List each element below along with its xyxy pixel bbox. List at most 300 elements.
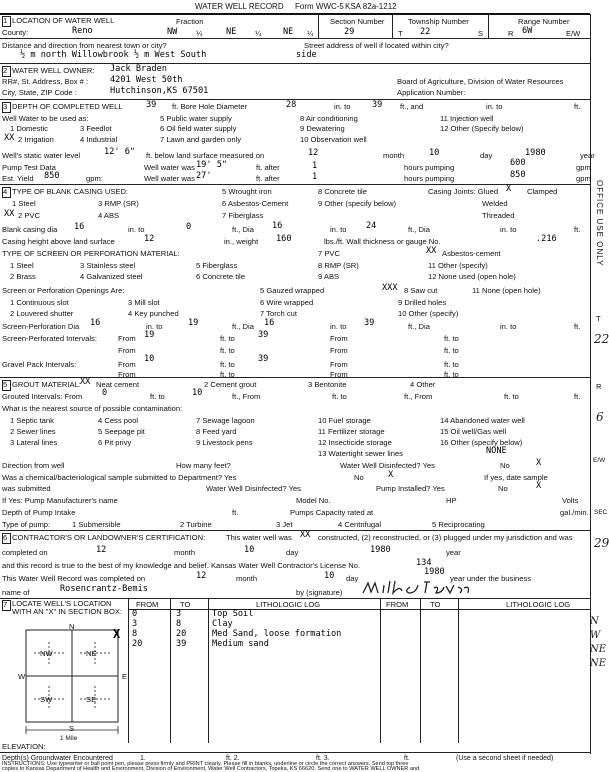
- pump-installed-label: Pump Installed? Yes: [376, 484, 445, 493]
- pump-5: 5 Reciprocating: [432, 520, 485, 529]
- form-number: Form WWC-5: [295, 2, 344, 11]
- rule: [0, 752, 590, 753]
- pvc-mark[interactable]: XX: [4, 209, 15, 219]
- bore-to-value[interactable]: 39: [372, 100, 383, 110]
- submitted-label: was submitted: [2, 484, 51, 493]
- pump-no: No: [498, 484, 508, 493]
- type-pump-label: Type of pump:: [2, 520, 51, 529]
- log-desc[interactable]: Top Soil: [212, 609, 254, 619]
- blank-in-to-2: in. to: [330, 225, 347, 234]
- county-value[interactable]: Reno: [72, 26, 93, 36]
- divider: [318, 14, 319, 38]
- depth-value[interactable]: 39: [146, 100, 157, 110]
- ft-to-8: ft. to: [444, 370, 459, 379]
- casing-3: 3 RMP (SR): [98, 199, 139, 208]
- depths-label: Depth(s) Groundwater Encountered: [2, 755, 113, 762]
- depth-4: ft.: [404, 755, 410, 762]
- township-s: S: [478, 29, 484, 38]
- office-t: T: [596, 314, 601, 323]
- static-label: Well's static water level: [2, 151, 81, 160]
- screen-3: 3 Stainless steel: [80, 261, 136, 270]
- open-11: 11 None (open hole): [472, 286, 541, 295]
- screen-9: 9 ABS: [318, 272, 340, 281]
- log-from[interactable]: 20: [132, 639, 143, 649]
- log-desc[interactable]: Clay: [212, 619, 233, 629]
- asbestos-mark[interactable]: XX: [426, 246, 437, 256]
- cert-text-1: This water well was: [226, 533, 292, 542]
- section-label: Section Number: [330, 17, 385, 26]
- business-name[interactable]: Rosencrantz-Bemis: [60, 584, 148, 594]
- gpm-2: gpm: [576, 174, 591, 183]
- perf-to[interactable]: 39: [258, 330, 269, 340]
- model-label: Model No.: [296, 496, 331, 505]
- casing-8: 8 Concrete tile: [318, 187, 367, 196]
- ft-to-5: ft. to: [220, 360, 235, 369]
- office-sec-value: 29: [594, 536, 609, 550]
- from-2: From: [330, 334, 348, 343]
- gauge-value[interactable]: .216: [536, 234, 557, 244]
- blank-dia: ft., Dia: [232, 225, 254, 234]
- casing-1: 1 Steel: [12, 199, 36, 208]
- cont-5: 5 Seepage pit: [98, 427, 145, 436]
- blank-in-to-3: in. to: [500, 225, 517, 234]
- qtr-3: ¼: [307, 29, 314, 38]
- table-line: [420, 599, 421, 743]
- blank-dia-2[interactable]: 16: [272, 221, 283, 231]
- feet-label: How many feet?: [176, 461, 231, 470]
- grout-ft-to-2: ft. to: [332, 392, 347, 401]
- open-10: 10 Other (specify): [398, 309, 459, 318]
- table-line: [208, 599, 209, 743]
- table-line: [128, 609, 590, 610]
- saw-cut-mark[interactable]: XXX: [382, 283, 398, 293]
- se-label: SE: [86, 695, 97, 704]
- gravel-from[interactable]: 10: [144, 354, 155, 364]
- constructed-mark[interactable]: XX: [300, 530, 311, 540]
- street-value[interactable]: side: [296, 50, 317, 60]
- pump-2: 2 Turbine: [180, 520, 212, 529]
- irrigation-mark[interactable]: XX: [4, 133, 15, 143]
- pump-4: 4 Centrifugal: [338, 520, 382, 529]
- s3-num: 3: [3, 102, 8, 111]
- cont-7: 7 Sewage lagoon: [196, 416, 255, 425]
- fraction-label: Fraction: [176, 17, 204, 26]
- fraction-1[interactable]: NW: [167, 27, 178, 37]
- cont-11: 11 Fertilizer storage: [318, 427, 385, 436]
- static-day[interactable]: 10: [429, 148, 440, 158]
- grout-ft-from: ft., From: [232, 392, 261, 401]
- log-to[interactable]: 39: [176, 639, 187, 649]
- divider: [488, 14, 489, 38]
- open-1: 1 Continuous slot: [10, 298, 69, 307]
- casing-7: 7 Fiberglass: [222, 211, 264, 220]
- disinfected-2-label: Water Well Disinfected? Yes: [206, 484, 301, 493]
- record-month-label: month: [236, 574, 258, 583]
- chem-no-mark[interactable]: X: [388, 470, 394, 480]
- joints-label: Casing Joints: Glued: [428, 187, 499, 196]
- license-value[interactable]: 134: [416, 558, 432, 568]
- cert-label: CONTRACTOR'S OR LANDOWNER'S CERTIFICATION:: [12, 533, 206, 542]
- cert-text-2: constructed, (2) reconstructed, or (3) plugged under my jurisdiction and was: [318, 533, 573, 542]
- open-7: 7 Torch cut: [260, 309, 298, 318]
- screen-6: 6 Concrete tile: [196, 272, 245, 281]
- from-3: From: [118, 346, 136, 355]
- ifyes-label: If yes, date sample: [484, 473, 548, 482]
- chem-no: No: [354, 473, 364, 482]
- volts-label: Volts: [562, 496, 579, 505]
- none-value[interactable]: NONE: [486, 446, 507, 456]
- hours-1: hours pumping: [404, 163, 455, 172]
- nw-label: NW: [40, 649, 53, 658]
- casing-5: 5 Wrought iron: [222, 187, 272, 196]
- form-title: WATER WELL RECORD: [195, 2, 284, 11]
- screen-4: 4 Galvanized steel: [80, 272, 143, 281]
- completed-year-label: year: [446, 548, 461, 557]
- cont-6: 6 Pit privy: [98, 438, 132, 447]
- s5-num: 5: [3, 380, 8, 389]
- in-to-1: in. to: [334, 102, 351, 111]
- from-header: FROM: [136, 600, 159, 609]
- signature: [360, 577, 470, 599]
- depth-pump-ft: ft.: [232, 508, 239, 517]
- disinfected-no: No: [500, 461, 510, 470]
- rule: [0, 530, 590, 531]
- screen-1: 1 Steel: [10, 261, 34, 270]
- blank-in-to: in. to: [128, 225, 145, 234]
- screen-12: 12 None used (open hole): [428, 272, 516, 281]
- open-5: 5 Gauzed wrapped: [260, 286, 325, 295]
- ksa-ref: KSA 82a-1212: [345, 2, 397, 11]
- distance-label: Distance and direction from nearest town or city?: [2, 41, 167, 50]
- open-9: 9 Drilled holes: [398, 298, 447, 307]
- office-t-value: 22: [594, 332, 609, 346]
- owner-value[interactable]: Jack Braden: [110, 64, 167, 74]
- ne-label: NE: [86, 649, 97, 658]
- use-6: 6 Oil field water supply: [160, 124, 237, 133]
- open-8: 8 Saw cut: [404, 286, 438, 295]
- completed-day[interactable]: 10: [244, 545, 255, 555]
- screen-to-1[interactable]: 19: [188, 318, 199, 328]
- record-day[interactable]: 10: [324, 571, 335, 581]
- rule: [0, 38, 590, 39]
- gpm2-value[interactable]: 850: [510, 170, 526, 180]
- height-value[interactable]: 12: [144, 234, 155, 244]
- log-from[interactable]: 8: [132, 629, 138, 639]
- completed-month[interactable]: 12: [96, 545, 107, 555]
- township-value[interactable]: 22: [420, 27, 431, 37]
- cont-10: 10 Fuel storage: [318, 416, 371, 425]
- grout-2: 2 Cement grout: [204, 380, 257, 389]
- litho-header: LITHOLOGIC LOG: [256, 600, 321, 609]
- pump-1: 1 Submersible: [72, 520, 121, 529]
- casing-9: 9 Other (specify below): [318, 199, 397, 208]
- qtr-1: ¼: [196, 29, 203, 38]
- gravel-label: Gravel Pack Intervals:: [2, 360, 77, 369]
- well-location-mark[interactable]: X: [113, 627, 121, 641]
- use-11: 11 Injection well: [440, 114, 494, 123]
- cont-1: 1 Septic tank: [10, 416, 54, 425]
- static-month[interactable]: 12: [308, 148, 319, 158]
- from-1: From: [118, 334, 136, 343]
- depth-2: ft. 2.: [226, 755, 240, 762]
- use-1: 1 Domestic: [10, 124, 48, 133]
- manufacturer-label: If Yes: Pump Manufacturer's name: [2, 496, 118, 505]
- was2-label: Well water was: [144, 174, 195, 183]
- disinfected-no-mark[interactable]: X: [536, 458, 542, 468]
- blank-to-2[interactable]: 24: [366, 221, 377, 231]
- disinfected-label: Water Well Disinfected? Yes: [340, 461, 435, 470]
- log-to[interactable]: 8: [176, 619, 182, 629]
- depth-pump-label: Depth of Pump Intake: [2, 508, 76, 517]
- north-label: N: [69, 622, 75, 631]
- cont-2: 2 Sewer lines: [10, 427, 56, 436]
- section-value[interactable]: 29: [344, 27, 355, 37]
- ft-and: ft., and: [400, 102, 424, 111]
- litho-header-2: LITHOLOGIC LOG: [506, 600, 571, 609]
- neat-cement-mark[interactable]: XX: [80, 377, 91, 387]
- weight-label: in., weight: [224, 237, 259, 246]
- yield-value[interactable]: 850: [44, 171, 60, 181]
- rr-value[interactable]: 4201 West 50th: [110, 75, 183, 85]
- county-label: County:: [2, 28, 29, 37]
- in-to-2: in. to: [486, 102, 503, 111]
- from-8: From: [330, 370, 348, 379]
- use-label: Well Water to be used as:: [2, 114, 89, 123]
- was1-label: Well water was: [144, 163, 195, 172]
- s1-num: 1: [3, 16, 8, 25]
- casing-2: 2 PVC: [18, 211, 40, 220]
- was1-value[interactable]: 19' 5": [196, 160, 228, 170]
- gpm1-value[interactable]: 600: [510, 158, 526, 168]
- grout-3: 3 Bentonite: [308, 380, 347, 389]
- s6-num: 6: [3, 533, 8, 542]
- record-year[interactable]: 1980: [424, 567, 445, 577]
- township-label: Township Number: [408, 17, 469, 26]
- open-2: 2 Louvered shutter: [10, 309, 74, 318]
- casing-label: TYPE OF BLANK CASING USED:: [12, 187, 129, 196]
- blank-dia-1[interactable]: 16: [74, 222, 85, 232]
- grout-ft-to-3: ft. to: [504, 392, 519, 401]
- distance-value[interactable]: ½ m north Willowbrook ½ m West South: [20, 50, 207, 60]
- top-rule: [0, 13, 590, 15]
- from-7: From: [118, 370, 136, 379]
- to-header-2: TO: [430, 600, 441, 609]
- log-to[interactable]: 3: [176, 609, 182, 619]
- screen-to-2[interactable]: 39: [364, 318, 375, 328]
- screen-ft-dia-2: ft., Dia: [408, 322, 430, 331]
- lbs-label: lbs./ft. Wall thickness or gauge No.: [324, 237, 441, 246]
- welded-label: Welded: [482, 199, 508, 208]
- bore-value[interactable]: 28: [286, 100, 297, 110]
- table-line: [170, 599, 171, 743]
- rule: [0, 63, 590, 64]
- office-fraction-value: NW NE NE: [590, 616, 607, 669]
- screen-dia-label: Screen-Perforation Dia: [2, 322, 80, 331]
- use-10: 10 Observation well: [300, 135, 367, 144]
- screen-dia-2[interactable]: 16: [264, 318, 275, 328]
- chem-label: Was a chemical/bacteriological sample submitted to Department? Yes: [2, 473, 237, 482]
- use-9: 9 Dewatering: [300, 124, 345, 133]
- screen-11: 11 Other (specify): [428, 261, 488, 270]
- elevation-label: ELEVATION:: [2, 742, 46, 751]
- gpm-1: gpm: [576, 163, 591, 172]
- record-label: This Water Well Record was completed on: [2, 574, 146, 583]
- screen-type-label: TYPE OF SCREEN OR PERFORATION MATERIAL:: [2, 249, 180, 258]
- completed-year[interactable]: 1980: [370, 545, 391, 555]
- s1-label: LOCATION OF WATER WELL: [12, 16, 115, 25]
- capacity-label: Pumps Capacity rated at: [290, 508, 374, 517]
- office-use-label: OFFICE USE ONLY: [595, 180, 604, 267]
- office-r-value: 6: [596, 410, 604, 424]
- log-desc[interactable]: Med Sand, loose formation: [212, 629, 342, 639]
- record-text-2: year under the business: [450, 574, 532, 583]
- contamination-label: What is the nearest source of possible contamination:: [2, 404, 183, 413]
- open-3: 3 Mill slot: [128, 298, 160, 307]
- table-line: [458, 599, 459, 743]
- perf-from[interactable]: 19: [144, 330, 155, 340]
- ft-to-2: ft. to: [444, 334, 459, 343]
- range-r: R: [508, 29, 514, 38]
- screen-10: Asbestos-cement: [442, 249, 501, 258]
- perforated-label: Screen-Perforated Intervals:: [2, 334, 97, 343]
- hours-2: hours pumping: [404, 174, 455, 183]
- fraction-3[interactable]: NE: [283, 27, 294, 37]
- static-year[interactable]: 1980: [525, 148, 546, 158]
- cont-15: 15 Oil well/Gas well: [440, 427, 507, 436]
- grout-ft-to: ft. to: [150, 392, 165, 401]
- after1-value[interactable]: 1: [312, 161, 318, 171]
- threaded-label: Threaded: [482, 211, 515, 220]
- cont-14: 14 Abandoned water well: [440, 416, 525, 425]
- cont-16: 16 Other (specify below): [440, 438, 523, 447]
- cont-13: 13 Watertight sewer lines: [318, 449, 403, 458]
- sw-label: SW: [40, 695, 53, 704]
- use-2: 2 Irrigation: [18, 135, 54, 144]
- log-to[interactable]: 20: [176, 629, 187, 639]
- log-desc[interactable]: Medium sand: [212, 639, 269, 649]
- city-value[interactable]: Hutchinson,KS 67501: [110, 86, 209, 96]
- cont-4: 4 Cess pool: [98, 416, 139, 425]
- east-label: E: [122, 672, 128, 681]
- clamped-label: Clamped: [527, 187, 558, 196]
- use-8: 8 Air conditioning: [300, 114, 358, 123]
- by-signature-label: by (signature): [296, 588, 343, 597]
- log-from[interactable]: 3: [132, 619, 138, 629]
- weight-value[interactable]: 160: [276, 234, 292, 244]
- cont-12: 12 Insecticide storage: [318, 438, 392, 447]
- from-4: From: [330, 346, 348, 355]
- grouted-from[interactable]: 0: [102, 388, 108, 398]
- screen-in-to-2: in. to: [330, 322, 347, 331]
- grout-ft: ft.: [574, 392, 581, 401]
- bore-label: ft. Bore Hole Diameter: [172, 102, 248, 111]
- rule: [0, 184, 590, 185]
- office-r: R: [596, 382, 602, 391]
- west-label: W: [18, 672, 26, 681]
- direction-label: Direction from well: [2, 461, 65, 470]
- range-ew: E/W: [566, 29, 581, 38]
- office-ew: E/W: [593, 457, 606, 464]
- office-sec: SEC: [594, 509, 608, 516]
- screen-ft-dia: ft., Dia: [232, 322, 254, 331]
- galmin-label: gal./min.: [560, 508, 589, 517]
- gravel-to[interactable]: 39: [258, 354, 269, 364]
- static-value[interactable]: 12' 6": [104, 147, 136, 157]
- blank-to-1[interactable]: 0: [186, 222, 192, 232]
- after-1: ft. after: [256, 163, 280, 172]
- day-label: day: [480, 151, 493, 160]
- record-day-label: day: [346, 574, 359, 583]
- depth-3: ft. 3.: [316, 755, 330, 762]
- from-header-2: FROM: [386, 600, 409, 609]
- mile-label: 1 Mile: [60, 735, 78, 742]
- street-label: Street address of well if located within city?: [304, 41, 449, 50]
- screen-ft: ft.: [574, 322, 581, 331]
- year-label: year: [580, 151, 595, 160]
- ft-to-7: ft. to: [220, 370, 235, 379]
- ft-to-1: ft. to: [220, 334, 235, 343]
- second-sheet: (Use a second sheet if needed): [456, 755, 554, 762]
- use-12: 12 Other (Specify below): [440, 124, 524, 133]
- use-4: 4 Industrial: [80, 135, 118, 144]
- cont-3: 3 Lateral lines: [10, 438, 58, 447]
- screen-5: 5 Fiberglass: [196, 261, 238, 270]
- depth-label: DEPTH OF COMPLETED WELL: [12, 102, 123, 111]
- use-3: 3 Feedlot: [80, 124, 112, 133]
- south-label: S: [69, 724, 75, 733]
- city-label: City, State, ZIP Code :: [2, 88, 77, 97]
- s2-num: 2: [3, 66, 8, 75]
- instructions-2: copies to Kansas Department of Health and Environment, Division of Environment, Water Well Contractors, Topeka, KS 66620. Send one to WATER WELL OWNER and: [2, 766, 420, 772]
- s4-num: 4: [3, 187, 8, 196]
- fraction-2[interactable]: NE: [226, 27, 237, 37]
- was2-value[interactable]: 27': [196, 171, 212, 181]
- pump-no-mark[interactable]: X: [536, 481, 542, 491]
- ft-to-3: ft. to: [220, 346, 235, 355]
- range-value[interactable]: 6W: [522, 26, 533, 36]
- grout-1: Neat cement: [96, 380, 140, 389]
- divider: [392, 14, 393, 38]
- rr-label: RR#, St. Address, Box # :: [2, 77, 89, 86]
- glued-mark[interactable]: X: [506, 184, 512, 194]
- blank-dia-label: Blank casing dia: [2, 225, 58, 234]
- log-from[interactable]: 0: [132, 609, 138, 619]
- after2-value[interactable]: 1: [312, 172, 318, 182]
- screen-in-to: in. to: [146, 322, 163, 331]
- grouted-to[interactable]: 10: [192, 388, 203, 398]
- cont-9: 9 Livestock pens: [196, 438, 253, 447]
- grout-ft-from-2: ft., From: [404, 392, 433, 401]
- pump-test-label: Pump Test Data: [2, 163, 56, 172]
- screen-8: 8 RMP (SR): [318, 261, 359, 270]
- record-month[interactable]: 12: [196, 571, 207, 581]
- completed-label: completed on: [2, 548, 48, 557]
- grouted-label: Grouted Intervals: From: [2, 392, 83, 401]
- instructions-1: INSTRUCTIONS: Use typewriter or ball point pen, please press firmly and PRINT clearly. Please fill in blanks, underline or circle the correct answers. Send top three: [2, 761, 409, 767]
- use-7: 7 Lawn and garden only: [160, 135, 242, 144]
- height-label: Casing height above land surface: [2, 237, 115, 246]
- yield-gpm: gpm:: [86, 174, 103, 183]
- grout-label: GROUT MATERIAL:: [12, 380, 81, 389]
- blank-ft: ft.: [574, 225, 581, 234]
- yield-label: Est. Yield: [2, 174, 34, 183]
- board-label: Board of Agriculture, Division of Water Resources: [397, 77, 564, 86]
- screen-dia-1[interactable]: 16: [90, 318, 101, 328]
- qtr-2: ¼: [255, 29, 262, 38]
- cert-text-3: and this record is true to the best of my knowledge and belief. Kansas Water Well Contractor's License No.: [2, 561, 361, 570]
- open-6: 6 Wire wrapped: [260, 298, 314, 307]
- ft-to-6: ft. to: [444, 360, 459, 369]
